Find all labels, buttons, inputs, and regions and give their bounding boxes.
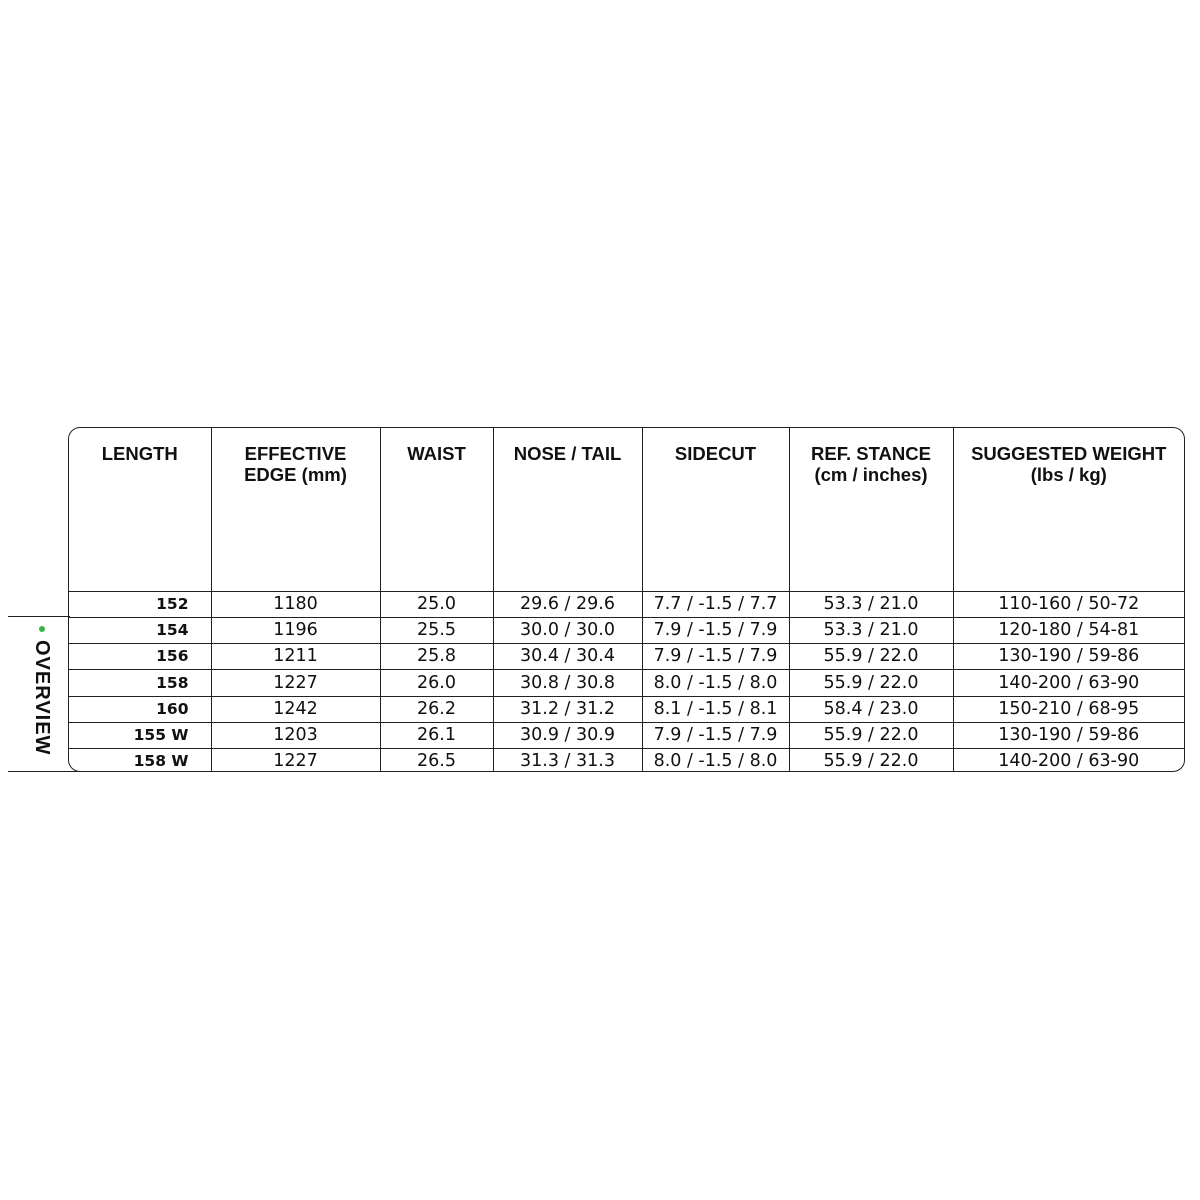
cell-ref-stance: 55.9 / 22.0 [789, 644, 953, 670]
side-tab-top-rule [8, 616, 70, 617]
overview-label-group [30, 626, 53, 755]
column-header-waist [380, 428, 493, 591]
column-header-line: WAIST [407, 443, 466, 464]
column-header-line: (lbs / kg) [1030, 464, 1107, 485]
cell-ref-stance: 58.4 / 23.0 [789, 696, 953, 722]
cell-length: 152 [156, 594, 189, 613]
table-row [69, 617, 1184, 643]
column-header-line: LENGTH [101, 443, 178, 464]
cell-effective-edge: 1227 [211, 670, 380, 696]
cell-effective-edge: 1180 [211, 591, 380, 617]
column-header-line: EFFECTIVE [244, 443, 347, 464]
cell-ref-stance: 55.9 / 22.0 [789, 722, 953, 748]
cell-nose-tail: 30.4 / 30.4 [493, 644, 642, 670]
cell-length: 154 [69, 617, 211, 643]
cell-waist: 25.0 [380, 591, 493, 617]
cell-effective-edge: 1196 [211, 617, 380, 643]
cell-effective-edge: 1203 [211, 722, 380, 748]
table-body [69, 591, 1184, 772]
column-header-line: EDGE (mm) [244, 464, 347, 485]
column-header-line: SIDECUT [674, 443, 757, 464]
cell-length: 158 [69, 670, 211, 696]
cell-sidecut: 7.9 / -1.5 / 7.9 [642, 722, 789, 748]
cell-effective-edge: 1211 [211, 644, 380, 670]
column-header-effective-edge [211, 428, 380, 591]
cell-suggested-weight: 150-210 / 68-95 [953, 696, 1184, 722]
cell-sidecut: 8.0 / -1.5 / 8.0 [642, 749, 789, 772]
cell-length: 156 [69, 644, 211, 670]
cell-sidecut: 7.9 / -1.5 / 7.9 [642, 617, 789, 643]
cell-waist: 26.0 [380, 670, 493, 696]
cell-suggested-weight: 140-200 / 63-90 [953, 749, 1184, 772]
cell-suggested-weight: 130-190 / 59-86 [953, 722, 1184, 748]
column-header-line: NOSE / TAIL [513, 443, 622, 464]
cell-suggested-weight: 130-190 / 59-86 [953, 644, 1184, 670]
overview-side-tab [8, 616, 68, 772]
cell-suggested-weight: 140-200 / 63-90 [953, 670, 1184, 696]
cell-length: 158 W [69, 749, 211, 772]
overview-label: OVERVIEW [31, 640, 53, 756]
spec-table-frame [68, 427, 1185, 772]
cell-sidecut: 8.1 / -1.5 / 8.1 [642, 696, 789, 722]
spec-table [69, 428, 1184, 772]
cell-length: 155 W [69, 722, 211, 748]
table-row [69, 591, 1184, 617]
cell-effective-edge: 1227 [211, 749, 380, 772]
column-header-length [69, 428, 211, 591]
cell-nose-tail: 31.3 / 31.3 [493, 749, 642, 772]
cell-nose-tail: 30.0 / 30.0 [493, 617, 642, 643]
column-header-line: REF. STANCE [811, 443, 931, 464]
column-header-suggested-weight [953, 428, 1184, 591]
cell-waist: 25.8 [380, 644, 493, 670]
cell-nose-tail: 29.6 / 29.6 [493, 591, 642, 617]
table-row [69, 749, 1184, 772]
cell-sidecut: 7.7 / -1.5 / 7.7 [642, 591, 789, 617]
cell-waist: 26.1 [380, 722, 493, 748]
cell-ref-stance: 55.9 / 22.0 [789, 749, 953, 772]
cell-ref-stance: 53.3 / 21.0 [789, 617, 953, 643]
table-row [69, 670, 1184, 696]
cell-suggested-weight: 110-160 / 50-72 [953, 591, 1184, 617]
cell-effective-edge: 1242 [211, 696, 380, 722]
cell-nose-tail: 30.8 / 30.8 [493, 670, 642, 696]
table-row [69, 696, 1184, 722]
table-row [69, 722, 1184, 748]
table-row [69, 644, 1184, 670]
cell-ref-stance: 53.3 / 21.0 [789, 591, 953, 617]
cell-suggested-weight: 120-180 / 54-81 [953, 617, 1184, 643]
cell-nose-tail: 31.2 / 31.2 [493, 696, 642, 722]
cell-sidecut: 7.9 / -1.5 / 7.9 [642, 644, 789, 670]
header-row [69, 428, 1184, 591]
cell-sidecut: 8.0 / -1.5 / 8.0 [642, 670, 789, 696]
green-dot-icon [39, 626, 45, 632]
cell-waist: 26.2 [380, 696, 493, 722]
cell-waist: 25.5 [380, 617, 493, 643]
cell-waist: 26.5 [380, 749, 493, 772]
column-header-line: (cm / inches) [814, 464, 928, 485]
column-header-nose-tail [493, 428, 642, 591]
cell-ref-stance: 55.9 / 22.0 [789, 670, 953, 696]
column-header-line: SUGGESTED WEIGHT [971, 443, 1167, 464]
column-header-sidecut [642, 428, 789, 591]
cell-nose-tail: 30.9 / 30.9 [493, 722, 642, 748]
column-header-ref-stance [789, 428, 953, 591]
cell-length: 160 [69, 696, 211, 722]
